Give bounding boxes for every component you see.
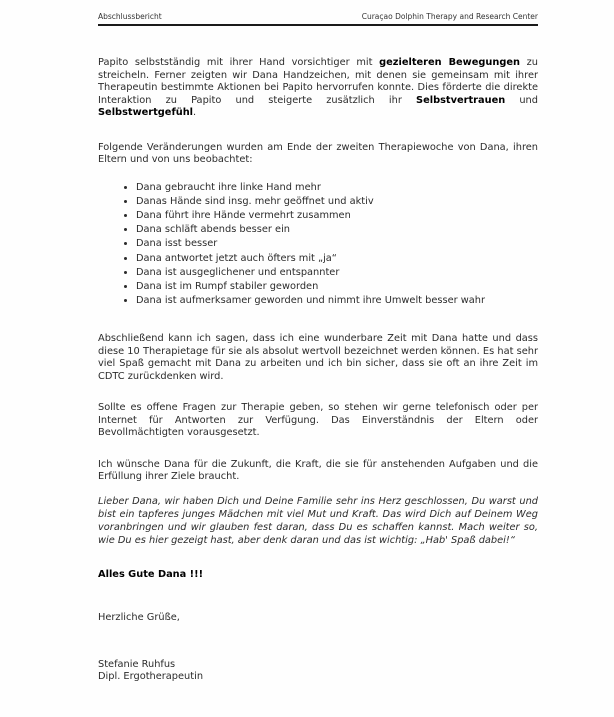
paragraph-changes-lead: Folgende Veränderungen wurden am Ende der zweiten Therapiewoche von Dana, ihren Eltern und von uns beobachtet:: [98, 141, 538, 165]
paragraph-conclusion: Abschließend kann ich sagen, dass ich eine wunderbare Zeit mit Dana hatte und dass diese 10 Therapietage für sie als absolut wertvoll bezeichnet werden können. Es hat sehr viel Spaß gemacht mit Dana zu arbeiten und ich bin sicher, dass sie oft an ihre Zeit im CDTC zurückdenken wird.: [98, 333, 538, 382]
intro-text-4: .: [193, 107, 197, 118]
list-item: • Dana ist ausgeglichener und entspannter: [136, 266, 538, 280]
paragraph-personal-note: Lieber Dana, wir haben Dich und Deine Familie sehr ins Herz geschlossen, Du warst und bist ein tapferes junges Mädchen mit viel Mut und Kraft. Das wird Dich auf Deinem Weg voranbringen und wir glauben fest daran, dass Du es schaffen kannst. Mach weiter so, wie Du es hier gezeigt hast, aber denk daran und das ist wichtig: „Hab' Spaß dabei!“: [98, 495, 538, 546]
header-left-title: Abschlussbericht: [98, 12, 162, 21]
paragraph-intro: [98, 57, 538, 120]
header-right-title: Curaçao Dolphin Therapy and Research Center: [361, 12, 538, 21]
intro-text-3: und: [505, 94, 538, 106]
list-item: • Dana isst besser: [136, 237, 538, 251]
intro-text-2: zu streicheln. Ferner zeigten wir Dana Handzeichen, mit denen sie gemeinsam mit ihrer Therapeutin bestimmte Aktionen bei Papito hervorrufen konnte. Dies förderte die direkte Interaktion zu Papito und steigerte zusätzlich ihr: [98, 57, 538, 106]
list-item: • Dana schläft abends besser ein: [136, 223, 538, 237]
signature-block: [98, 659, 538, 684]
list-item: • Dana führt ihre Hände vermehrt zusammen: [136, 209, 538, 223]
page-header: [98, 12, 538, 26]
intro-bold-gezielteren-bewegungen: gezielteren Bewegungen: [379, 57, 520, 68]
intro-text-1: Papito selbstständig mit ihrer Hand vorsichtiger mit: [98, 57, 380, 68]
paragraph-contact: Sollte es offene Fragen zur Therapie geben, so stehen wir gerne telefonisch oder per Internet für Antworten zur Verfügung. Das Einverständnis der Eltern oder Bevollmächtigten vorausgesetzt.: [98, 402, 538, 439]
signature-name: Stefanie Ruhfus: [98, 658, 176, 670]
list-item: • Dana ist im Rumpf stabiler geworden: [136, 280, 538, 294]
list-item: • Dana gebraucht ihre linke Hand mehr: [136, 181, 538, 195]
changes-list: [98, 181, 538, 309]
list-item: • Dana ist aufmerksamer geworden und nimmt ihre Umwelt besser wahr: [136, 294, 538, 308]
list-item: • Danas Hände sind insg. mehr geöffnet und aktiv: [136, 195, 538, 209]
report-body: [98, 57, 538, 684]
closing-salutation: Herzliche Grüße,: [98, 612, 180, 624]
list-item: • Dana antwortet jetzt auch öfters mit „ja“: [136, 252, 538, 266]
intro-bold-selbstwertgefuehl: Selbstwertgefühl: [98, 107, 194, 118]
signature-title: Dipl. Ergotherapeutin: [98, 671, 204, 683]
farewell-line: Alles Gute Dana !!!: [98, 568, 204, 580]
intro-bold-selbstvertrauen: Selbstvertrauen: [416, 94, 506, 106]
paragraph-wishes: Ich wünsche Dana für die Zukunft, die Kraft, die sie für anstehenden Aufgaben und die Erfüllung ihrer Ziele braucht.: [98, 458, 538, 483]
